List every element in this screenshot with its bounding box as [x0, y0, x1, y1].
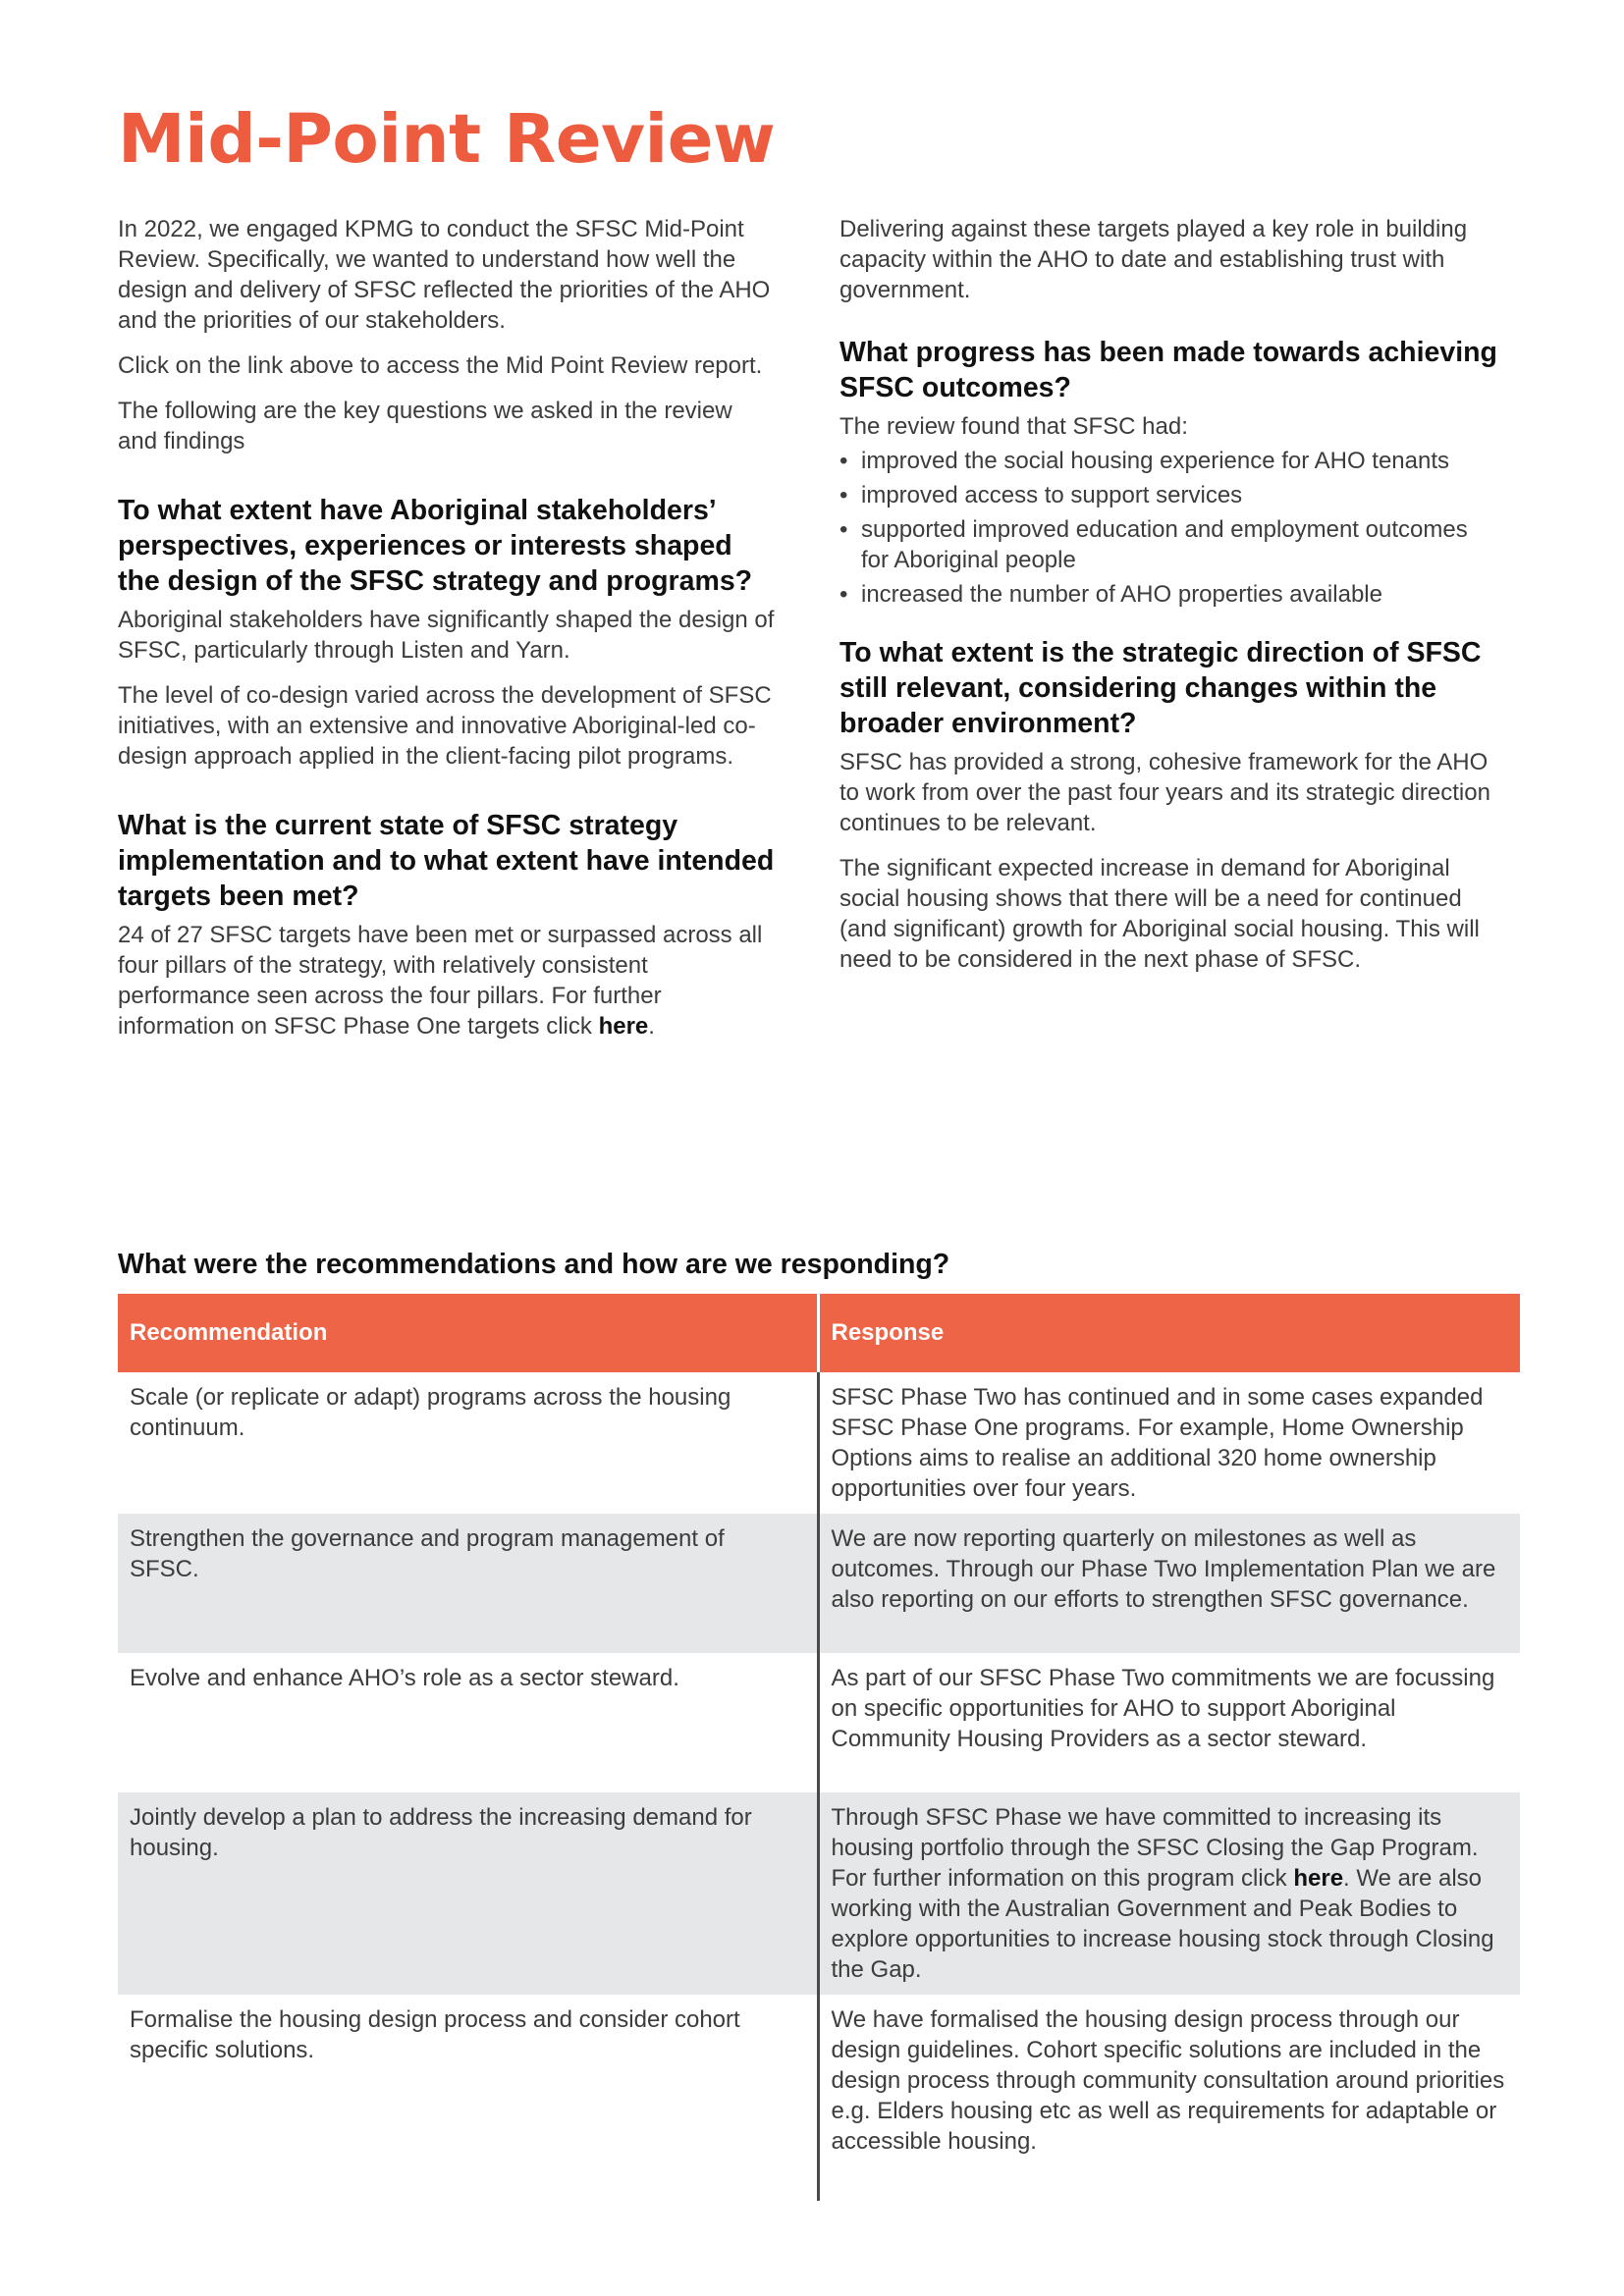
table-row	[118, 1792, 1520, 1995]
list-item: • improved the social housing experience for AHO tenants	[839, 446, 1499, 476]
response-cell: SFSC Phase Two has continued and in some cases expanded SFSC Phase One programs. For example, Home Ownership Options aims to realise an additional 320 home ownership opportunities over four years.	[818, 1372, 1520, 1514]
section-heading: To what extent is the strategic direction of SFSC still relevant, considering changes within the broader environment?	[839, 637, 1482, 739]
section-heading: What is the current state of SFSC strategy implementation and to what extent have intended targets been met?	[118, 810, 775, 912]
section-lead: The review found that SFSC had:	[839, 413, 1188, 440]
list-item: • supported improved education and employment outcomes for Aboriginal people	[839, 514, 1499, 575]
right-column	[839, 214, 1499, 989]
section-paragraph: The level of co-design varied across the development of SFSC initiatives, with an extensive and innovative Aboriginal-led co-design approach applied in the client-facing pilot programs.	[118, 682, 772, 770]
table-row	[118, 1653, 1520, 1792]
recommendations-heading: What were the recommendations and how are we responding?	[118, 1249, 950, 1280]
section-paragraph: Aboriginal stakeholders have significantly shaped the design of SFSC, particularly through Listen and Yarn.	[118, 607, 775, 664]
section-paragraph: SFSC has provided a strong, cohesive framework for the AHO to work from over the past four years and its strategic direction continues to be relevant.	[839, 749, 1490, 836]
table-row	[118, 1995, 1520, 2201]
response-cell: We have formalised the housing design process through our design guidelines. Cohort specific solutions are included in the design process through community consultation around priorities e.g. Elders housing etc as well as requirements for adaptable or accessible housing.	[818, 1995, 1520, 2201]
table-header-row	[118, 1294, 1520, 1372]
paragraph-text: 24 of 27 SFSC targets have been met or surpassed across all four pillars of the strategy, with relatively consistent performance seen across the four pillars. For further information on SFSC Phase One targets click	[118, 922, 763, 1040]
section-heading: What progress has been made towards achieving SFSC outcomes?	[839, 337, 1497, 403]
recommendation-cell: Jointly develop a plan to address the increasing demand for housing.	[118, 1792, 818, 1995]
intro-paragraph: The following are the key questions we asked in the review and findings	[118, 398, 732, 454]
page-title: Mid-Point Review	[118, 100, 776, 179]
response-cell	[818, 1792, 1520, 1995]
closing-the-gap-here-link[interactable]: here	[1293, 1865, 1344, 1892]
targets-here-link[interactable]: here	[598, 1013, 649, 1040]
continued-paragraph: Delivering against these targets played a key role in building capacity within the AHO to date and establishing trust with government.	[839, 216, 1468, 303]
column-header-recommendation: Recommendation	[118, 1294, 818, 1372]
section-heading: To what extent have Aboriginal stakeholders’ perspectives, experiences or interests shaped the design of the SFSC strategy and programs?	[118, 495, 753, 597]
list-item: • increased the number of AHO properties available	[839, 579, 1499, 610]
response-cell: As part of our SFSC Phase Two commitments we are focussing on specific opportunities for AHO to support Aboriginal Community Housing Providers as a sector steward.	[818, 1653, 1520, 1792]
response-text: . We are also working with the Australian Government and Peak Bodies to explore opportunities to increase housing stock through Closing the Gap.	[831, 1865, 1494, 1983]
paragraph-end: .	[648, 1013, 655, 1040]
recommendation-cell: Strengthen the governance and program management of SFSC.	[118, 1514, 818, 1653]
intro-paragraph: Click on the link above to access the Mid Point Review report.	[118, 352, 763, 379]
table-row	[118, 1372, 1520, 1514]
recommendations-table	[118, 1294, 1520, 2201]
column-header-response: Response	[818, 1294, 1520, 1372]
section-paragraph	[118, 920, 778, 1041]
response-cell: We are now reporting quarterly on milestones as well as outcomes. Through our Phase Two Implementation Plan we are also reporting on our efforts to strengthen SFSC governance.	[818, 1514, 1520, 1653]
recommendation-cell: Formalise the housing design process and consider cohort specific solutions.	[130, 2006, 740, 2063]
intro-paragraph: In 2022, we engaged KPMG to conduct the SFSC Mid-Point Review. Specifically, we wanted to understand how well the design and delivery of SFSC reflected the priorities of the AHO and the priorities of our stakeholders.	[118, 216, 771, 334]
findings-list	[839, 446, 1499, 610]
recommendation-cell: Scale (or replicate or adapt) programs across the housing continuum.	[130, 1384, 731, 1441]
response-text: Through SFSC Phase we have committed to increasing its housing portfolio through the SFSC Closing the Gap Program. For further information on this program click	[831, 1804, 1479, 1892]
recommendation-cell: Evolve and enhance AHO’s role as a sector steward.	[130, 1665, 679, 1691]
list-item: • improved access to support services	[839, 480, 1499, 510]
section-paragraph: The significant expected increase in demand for Aboriginal social housing shows that there will be a need for continued (and significant) growth for Aboriginal social housing. This will need to be considered in the next phase of SFSC.	[839, 855, 1480, 973]
table-row	[118, 1514, 1520, 1653]
left-column	[118, 214, 778, 1056]
